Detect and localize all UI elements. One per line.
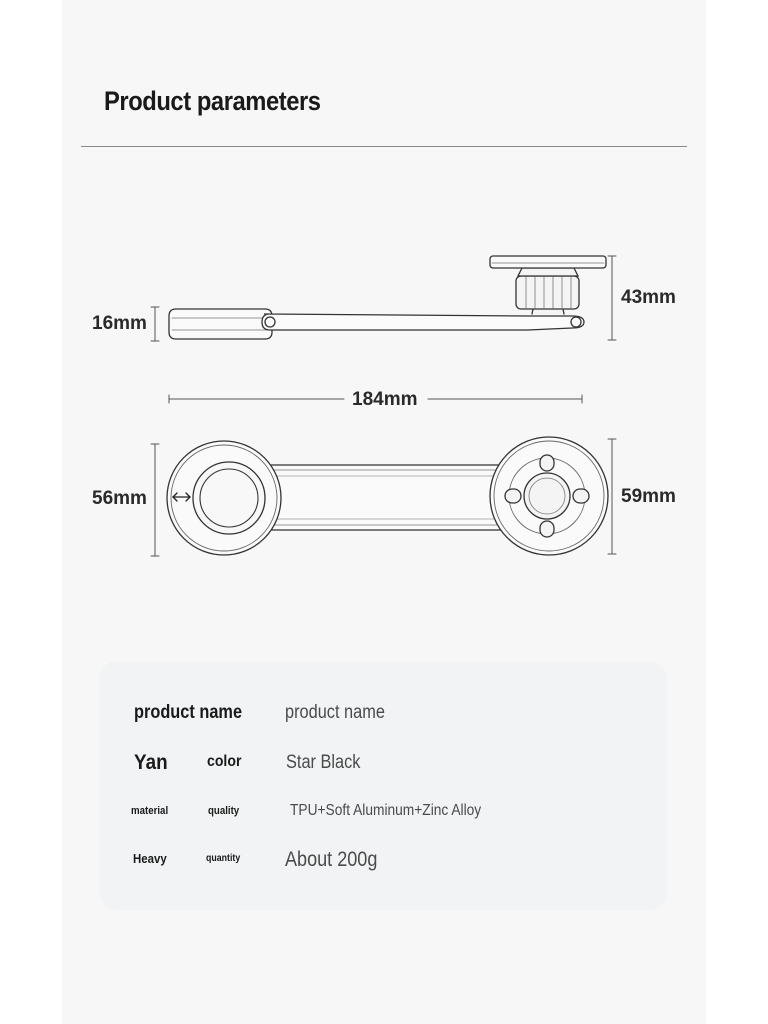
- dimension-label-56mm: 56mm: [92, 488, 147, 509]
- top-view-drawing: [167, 437, 608, 555]
- spec-label-quality: quality: [208, 805, 240, 817]
- spec-label-heavy: Heavy: [133, 851, 167, 866]
- dimension-label-43mm: 43mm: [621, 287, 676, 308]
- spec-label-color: color: [207, 753, 242, 770]
- spec-label-material: material: [131, 805, 169, 817]
- spec-label-quantity: quantity: [206, 853, 241, 864]
- side-view-drawing: [169, 256, 606, 339]
- dimension-label-16mm: 16mm: [92, 313, 147, 334]
- spec-value-weight: About 200g: [285, 848, 378, 871]
- dimension-label-184mm: 184mm: [352, 389, 418, 410]
- spec-value-material: TPU+Soft Aluminum+Zinc Alloy: [290, 802, 482, 819]
- spec-value-product-name: product name: [285, 702, 385, 723]
- page-title: Product parameters: [104, 86, 321, 116]
- dimension-label-59mm: 59mm: [621, 486, 676, 507]
- spec-label-yan: Yan: [134, 751, 168, 774]
- spec-label-product-name: product name: [134, 702, 243, 723]
- spec-value-color: Star Black: [286, 752, 361, 773]
- spec-card: [99, 661, 667, 910]
